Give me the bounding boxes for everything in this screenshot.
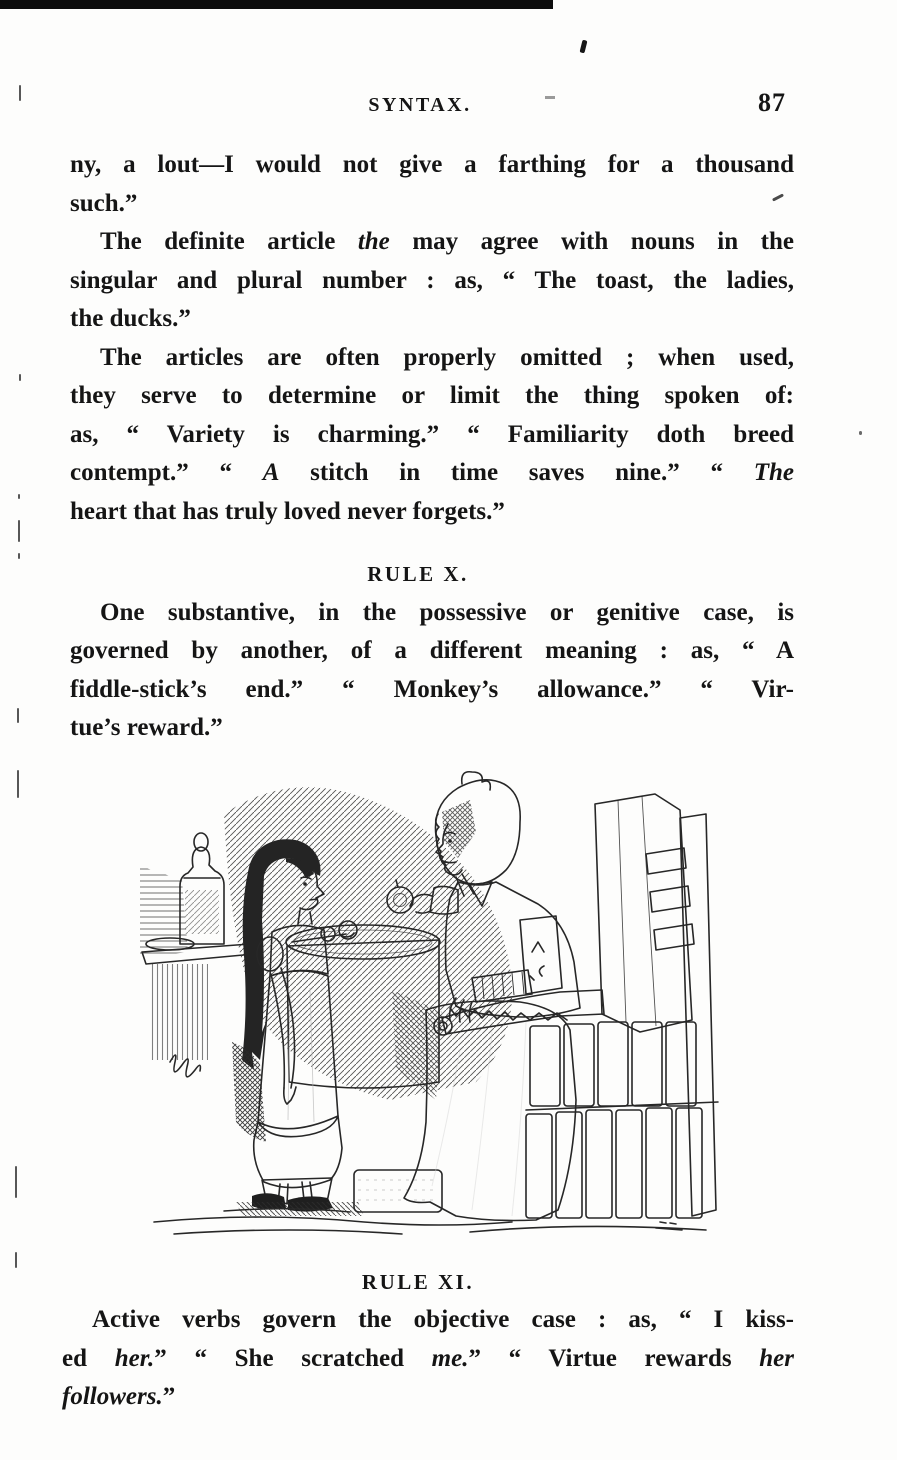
text-line: tue’s reward.” <box>70 714 223 741</box>
running-header <box>70 90 794 124</box>
scan-artifact-tick <box>19 374 21 381</box>
paragraph-definite-article <box>70 223 794 339</box>
text-line: the ducks.” <box>70 305 191 332</box>
footstool-basket <box>354 1170 442 1212</box>
scan-artifact-tick <box>17 770 19 798</box>
text-line: ny, a lout—I would not give a farthing for a thousand <box>70 151 794 178</box>
text-line: followers.” <box>62 1383 176 1410</box>
scan-artifact-tick <box>15 1166 17 1198</box>
scan-artifact-tick <box>18 520 20 542</box>
page-header-title: SYNTAX. <box>368 94 472 116</box>
scan-artifact-tick <box>18 494 20 499</box>
text-line: fiddle-stick’s end.” “ Monkey’s allowance.” “ Vir- <box>70 675 794 703</box>
text-column <box>62 0 794 1460</box>
text-line: singular and plural number : as, “ The toast, the ladies, <box>70 266 794 294</box>
text-line: One substantive, in the possessive or genitive case, is <box>100 598 794 626</box>
paragraph-rule-xi <box>62 1301 794 1417</box>
text-line: governed by another, of a different meaning : as, “ A <box>70 637 794 664</box>
text-line: ed her.” “ She scratched me.” “ Virtue rewards her <box>62 1344 794 1372</box>
rule-xi-heading: RULE XI. <box>361 1269 475 1294</box>
page-number: 87 <box>758 88 786 117</box>
text-line: heart that has truly loved never forgets.” <box>70 497 505 525</box>
scan-artifact-tick <box>18 553 20 559</box>
bottle <box>180 833 224 944</box>
scan-artifact-tick <box>15 1252 17 1268</box>
paragraph-continuation <box>70 146 794 223</box>
scan-artifact-tick <box>17 708 19 723</box>
text-line: The definite article the may agree with nouns in the <box>100 228 794 255</box>
paragraph-articles-omitted <box>70 339 794 532</box>
text-line: such.” <box>70 189 138 217</box>
text-line: Active verbs govern the objective case : as, “ I kiss- <box>92 1306 794 1333</box>
text-line: as, “ Variety is charming.” “ Familiarity doth breed <box>70 420 794 448</box>
text-line: The articles are often properly omitted ; when used, <box>100 343 794 371</box>
rule-x-heading: RULE X. <box>367 562 469 586</box>
illustration-engraving <box>140 770 750 1248</box>
text-line: contempt.” “ A stitch in time saves nine.” “ The <box>70 459 794 486</box>
scan-artifact-tick <box>19 85 21 101</box>
text-line: they serve to determine or limit the thing spoken of: <box>70 382 794 409</box>
paragraph-rule-x <box>70 594 794 748</box>
body-text <box>62 146 794 1417</box>
scan-artifact-speck <box>859 431 862 435</box>
